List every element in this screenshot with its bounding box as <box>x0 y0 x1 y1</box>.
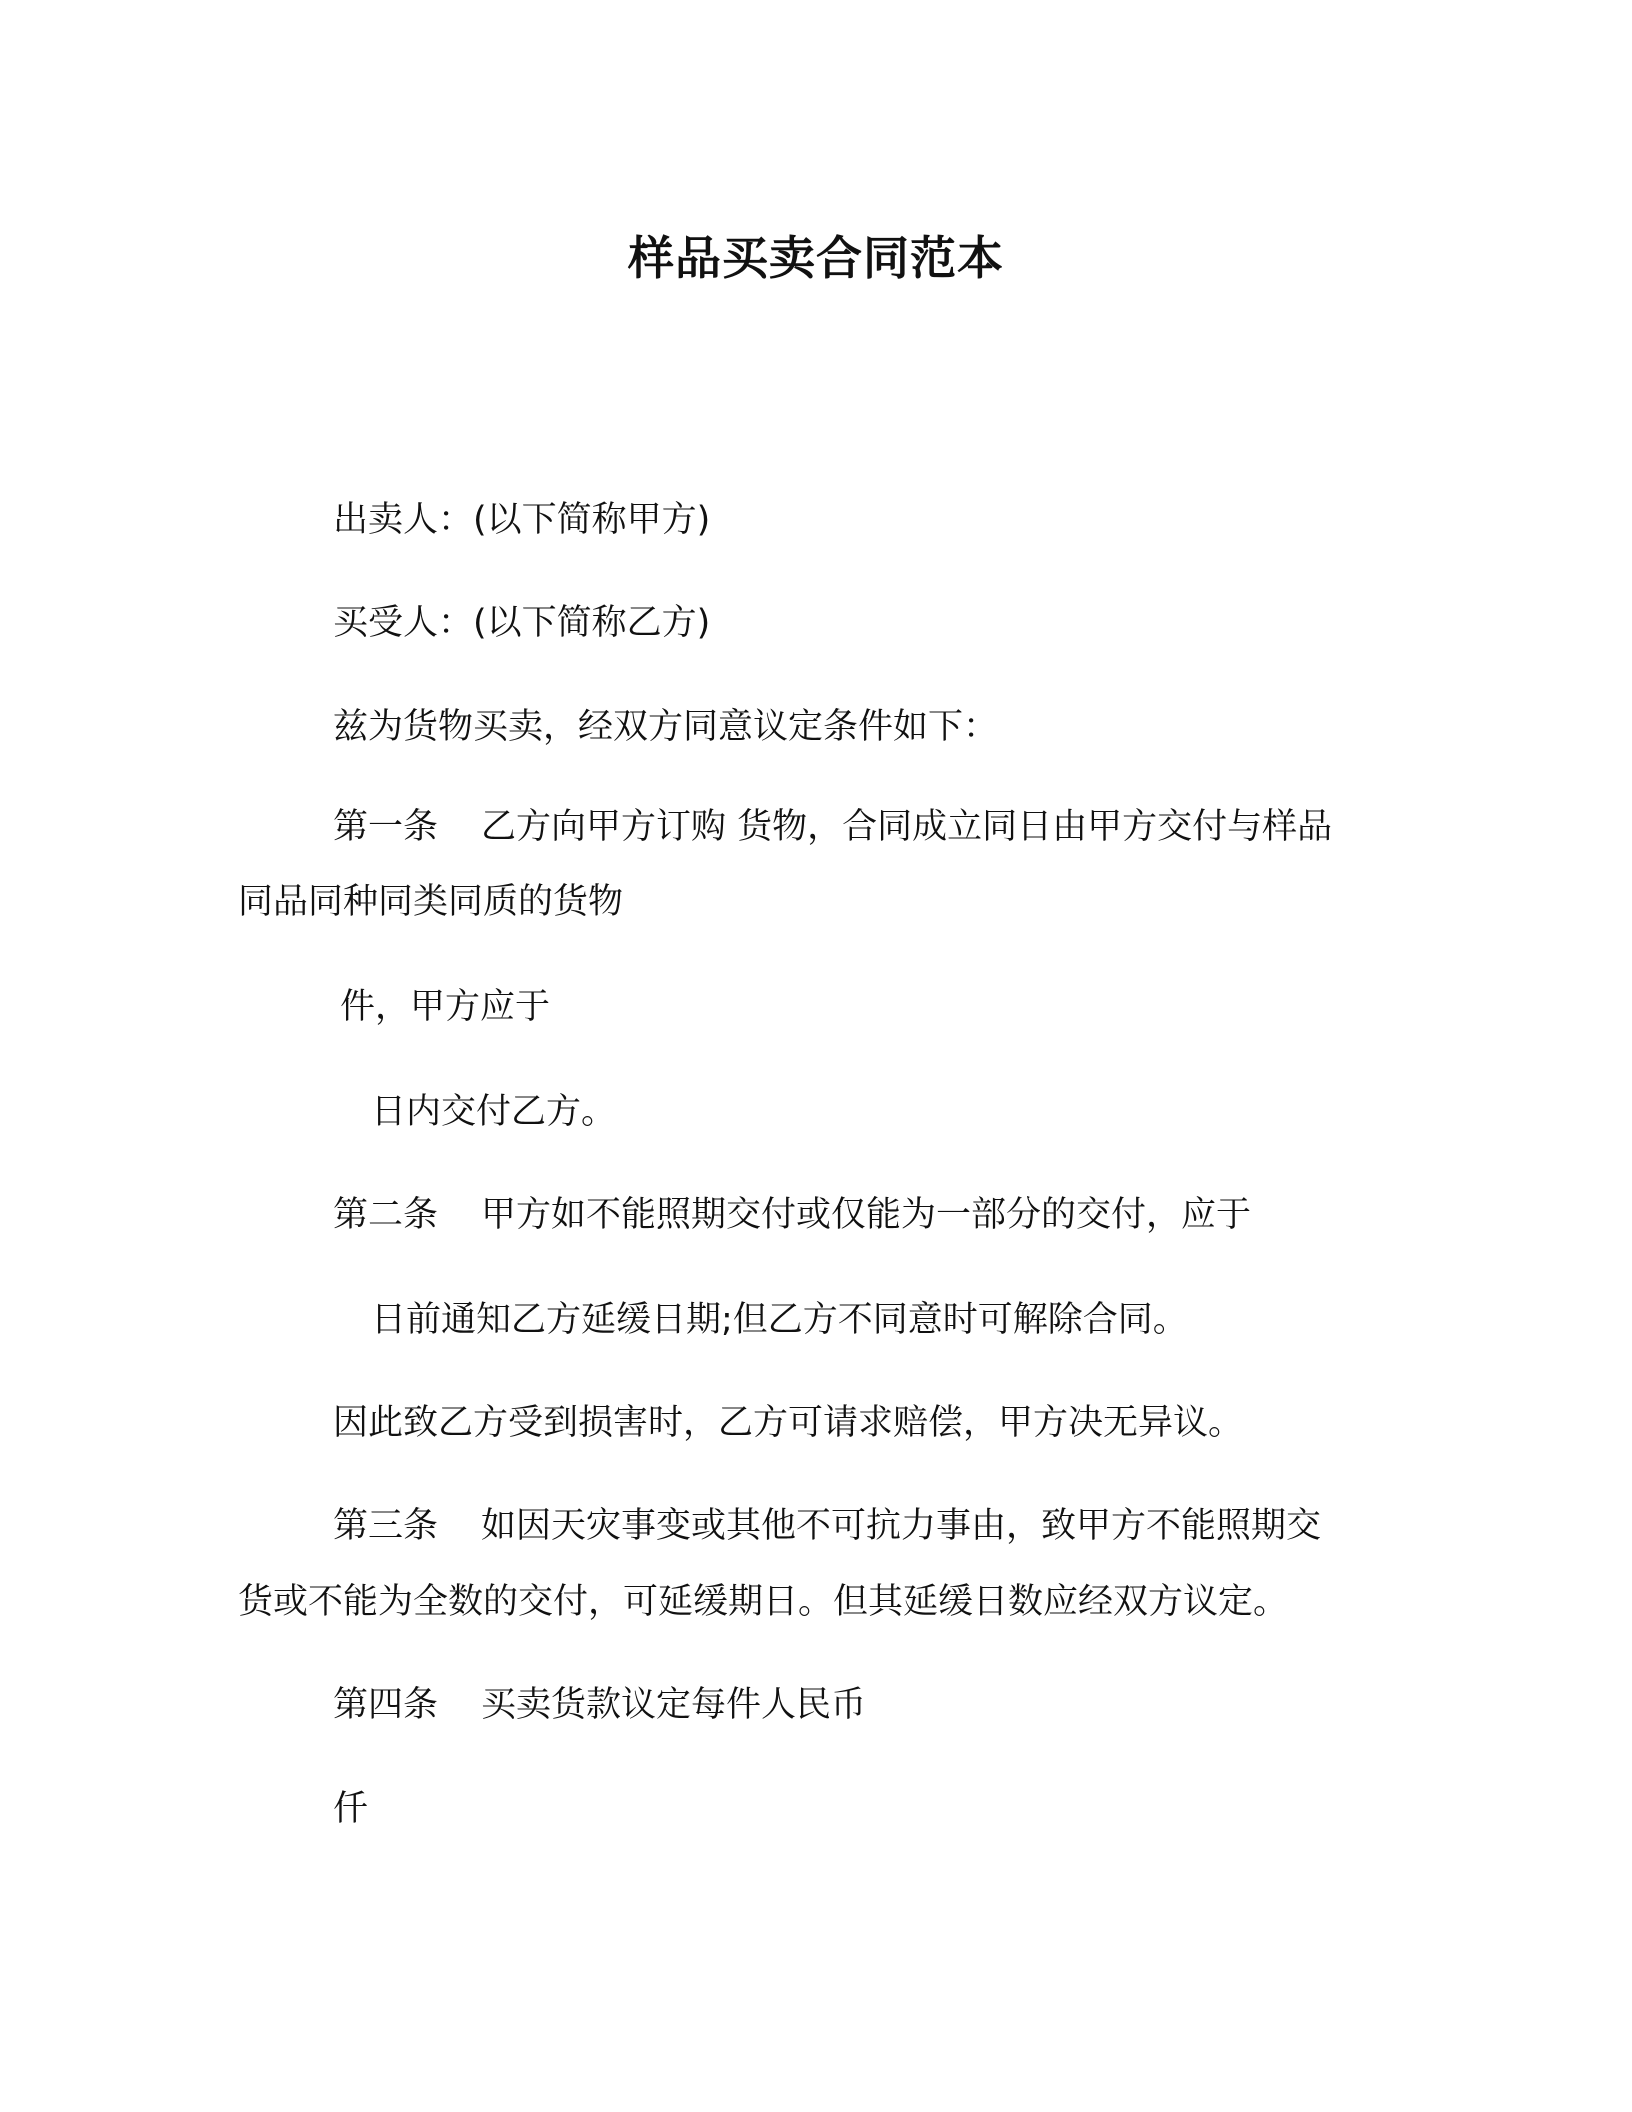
clause-1-line-3: 件，甲方应于 <box>340 987 551 1027</box>
document-title: 样品买卖合同范本 <box>628 231 1004 285</box>
clause-3-number: 第三条 <box>333 1506 439 1546</box>
clause-4-line-1 <box>333 1681 866 1729</box>
clause-2-text-1: 甲方如不能照期交付或仅能为一部分的交付，应于 <box>481 1195 1252 1235</box>
clause-2-line-3: 因此致乙方受到损害时，乙方可请求赔偿，甲方决无异议。 <box>333 1403 1244 1443</box>
clause-4-number: 第四条 <box>333 1685 439 1725</box>
clause-2-line-1 <box>333 1191 1251 1239</box>
clause-2-line-2: 日前通知乙方延缓日期;但乙方不同意时可解除合同。 <box>371 1300 1188 1340</box>
clause-1-number: 第一条 <box>333 807 439 847</box>
clause-1-line-4: 日内交付乙方。 <box>371 1092 617 1132</box>
clause-4-line-2: 仟 <box>333 1789 369 1829</box>
clause-4-text-1: 买卖货款议定每件人民币 <box>481 1685 867 1725</box>
clause-1-line-1 <box>333 803 1332 851</box>
intro-line: 兹为货物买卖，经双方同意议定条件如下： <box>333 707 999 747</box>
clause-3-line-2: 货或不能为全数的交付，可延缓期日。但其延缓日数应经双方议定。 <box>238 1582 1289 1622</box>
clause-2-number: 第二条 <box>333 1195 439 1235</box>
seller-line: 出卖人：(以下简称甲方) <box>333 500 711 540</box>
clause-1-text-1: 乙方向甲方订购 货物，合同成立同日由甲方交付与样品 <box>481 807 1333 847</box>
buyer-line: 买受人：(以下简称乙方) <box>333 603 711 643</box>
clause-1-line-2: 同品同种同类同质的货物 <box>238 882 624 922</box>
clause-3-line-1 <box>333 1502 1321 1550</box>
clause-3-text-1: 如因天灾事变或其他不可抗力事由，致甲方不能照期交 <box>481 1506 1322 1546</box>
